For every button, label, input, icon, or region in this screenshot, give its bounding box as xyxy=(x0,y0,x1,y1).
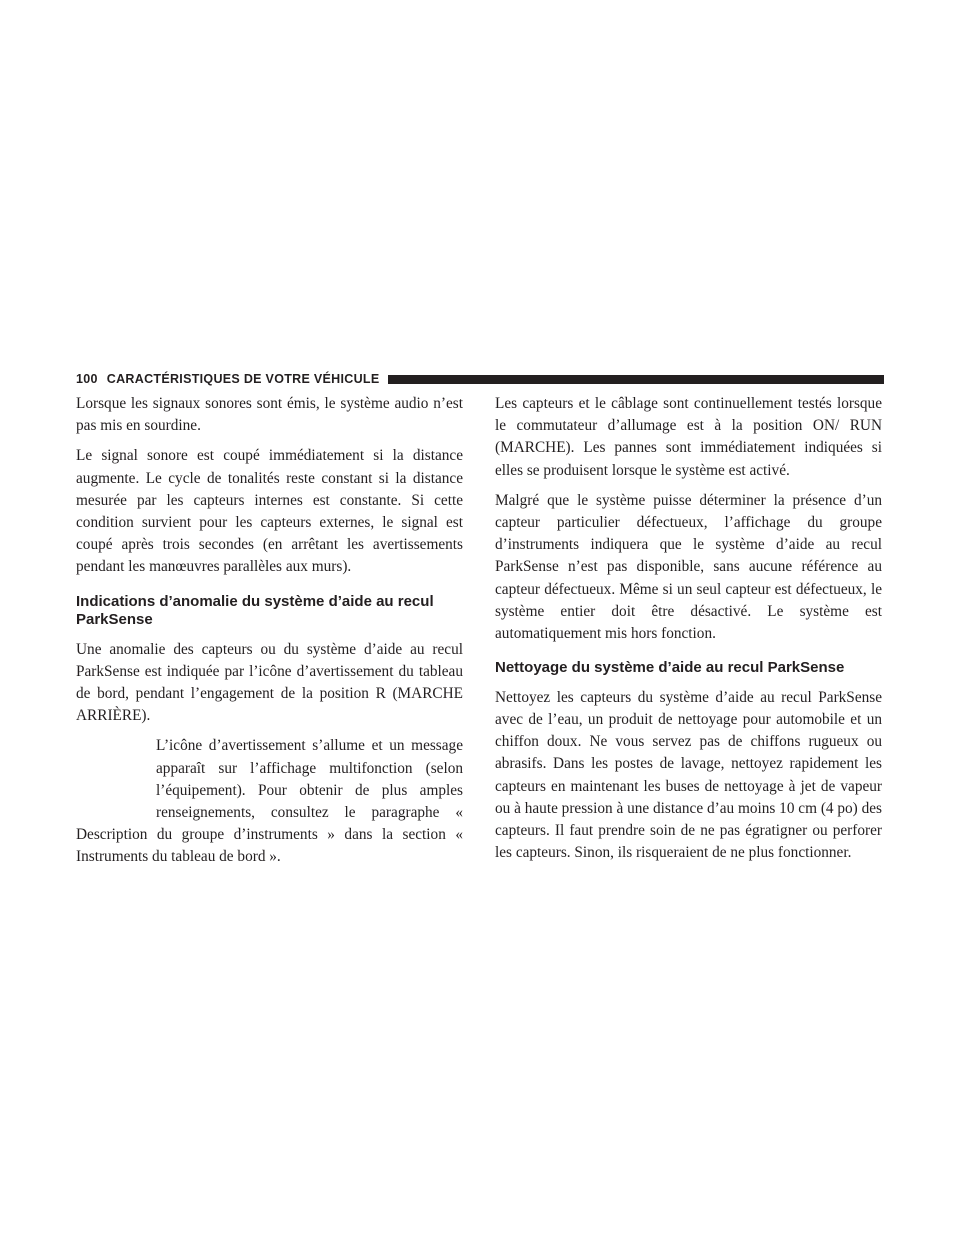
paragraph-audio-mute: Lorsque les signaux sonores sont émis, le système audio n’est pas mis en sourdine. xyxy=(76,395,463,435)
page-number: 100 xyxy=(76,372,98,386)
left-column xyxy=(76,393,463,877)
paragraph-sensor-testing: Les capteurs et le câblage sont continuellement testés lorsque le commutateur d’allumage est à la position ON/ RUN (MARCHE). Les pannes sont immédiatement indiquées si elles se produisent lorsque le système est activé. xyxy=(495,395,882,479)
paragraph-fault-indicator: Une anomalie des capteurs ou du système d’aide au recul ParkSense est indiquée par l’icône d’avertissement du tableau de bord, pendant l’engagement de la position R (MARCHE ARRIÈRE). xyxy=(76,640,463,725)
right-column xyxy=(495,393,882,872)
paragraph-defective-sensor: Malgré que le système puisse déterminer la présence d’un capteur particulier défectueux, l’affichage du groupe d’instruments indiquera que le système d’aide au recul ParkSense n’est pas disponible, sans aucune référence au capteur défectueux. Même si un seul capteur est défectueux, le système entier doit être désactivé. Le système est automatiquement mis hors fonction. xyxy=(495,491,882,643)
page-header xyxy=(76,370,884,388)
heading-fault-indications: Indications d’anomalie du système d’aide au recul ParkSense xyxy=(76,592,434,629)
heading-cleaning: Nettoyage du système d’aide au recul ParkSense xyxy=(495,659,845,677)
paragraph-warning-icon: L’icône d’avertissement s’allume et un message apparaît sur l’affichage multifonction (selon l’équipement). Pour obtenir de plus amples renseignements, consultez le paragraphe « Description du groupe d’instruments » dans la section « Instruments du tableau de bord ». xyxy=(76,737,463,866)
section-title: CARACTÉRISTIQUES DE VOTRE VÉHICULE xyxy=(106,372,380,386)
header-rule xyxy=(388,375,885,384)
paragraph-tone-cycle: Le signal sonore est coupé immédiatement si la distance augmente. Le cycle de tonalités reste constant si la distance mesurée par les capteurs internes est constante. Si cette condition survient pour les capteurs externes, le signal est coupé après trois secondes (en arrêtant les avertissements pendant les manœuvres parallèles aux murs). xyxy=(76,447,463,576)
paragraph-cleaning: Nettoyez les capteurs du système d’aide au recul ParkSense avec de l’eau, un produit de nettoyage pour automobile et un chiffon doux. Ne vous servez pas de chiffons rugueux ou abrasifs. Dans les postes de lavage, nettoyez rapidement les capteurs en maintenant les buses de nettoyage à jet de vapeur ou à haute pression à une distance d’au moins 10 cm (4 po) des capteurs. Il faut prendre soin de ne pas égratigner ou perforer les capteurs. Sinon, ils risqueraient de ne plus fonctionner. xyxy=(495,688,882,862)
warning-icon-placeholder xyxy=(76,737,156,821)
